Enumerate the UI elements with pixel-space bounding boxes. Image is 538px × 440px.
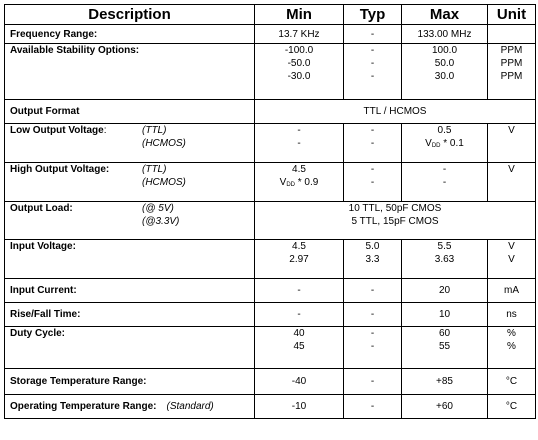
frequency-range-label: Frequency Range: [10,28,98,40]
low-typ-ttl: - [370,125,375,136]
rise-fall-min: - [255,303,344,327]
duty-cycle-max-value: 60 [438,328,451,339]
low-typ-hcmos: - [370,138,375,149]
duty-cycle-min [255,327,344,369]
low-min-ttl: - [297,125,301,136]
stability-typ-value: - [370,58,375,69]
low-output-voltage-label: Low Output Voltage [10,125,104,136]
vdd-factor: * 0.9 [294,177,319,188]
condition-5v: (@ 5V) [142,203,174,214]
stability-typ [344,44,402,100]
input-current-unit: mA [488,279,536,303]
storage-temp-unit: °C [488,369,536,395]
storage-temperature-label: Storage Temperature Range: [10,376,147,387]
stability-unit [488,44,536,100]
high-output-voltage-typ [344,163,402,202]
storage-temp-max: +85 [402,369,488,395]
operating-temp-max: +60 [402,395,488,419]
duty-cycle-typ-value: - [370,341,375,352]
stability-max-value: 50.0 [434,58,455,69]
row-frequency-range [5,25,536,44]
stability-typ-value: - [370,71,375,82]
input-voltage-min [255,240,344,279]
vdd-subscript: DD [286,182,295,188]
high-output-voltage-min [255,163,344,202]
duty-cycle-label: Duty Cycle: [10,328,66,339]
vdd-symbol: V [425,138,432,149]
condition-standard: (Standard) [166,401,214,412]
high-max-ttl: - [442,164,447,175]
low-output-voltage-colon: : [103,125,107,136]
stability-max-value: 30.0 [434,71,455,82]
rise-fall-unit: ns [488,303,536,327]
rise-fall-max: 10 [402,303,488,327]
input-voltage-max [402,240,488,279]
condition-ttl: (TTL) [142,164,167,175]
input-voltage-typ-value: 3.3 [365,254,380,265]
row-operating-temperature [5,395,536,419]
operating-temp-min: -10 [255,395,344,419]
high-typ-hcmos: - [370,177,375,188]
high-max-hcmos: - [442,177,447,188]
low-max-hcmos [402,137,487,150]
high-typ-ttl: - [370,164,375,175]
row-rise-fall-time [5,303,536,327]
low-output-voltage-max [402,124,488,163]
row-duty-cycle [5,327,536,369]
row-stability-options [5,44,536,100]
row-output-load [5,202,536,240]
typ-header: Typ [344,5,402,25]
frequency-min: 13.7 KHz [255,25,344,44]
duty-cycle-typ [344,327,402,369]
specifications-table [4,4,536,419]
row-input-voltage [5,240,536,279]
frequency-typ: - [344,25,402,44]
condition-hcmos: (HCMOS) [142,177,186,188]
duty-cycle-unit-value: % [507,328,516,339]
condition-hcmos: (HCMOS) [142,138,186,149]
input-current-label: Input Current: [10,285,77,296]
duty-cycle-unit-value: % [507,341,516,352]
rise-fall-typ: - [344,303,402,327]
max-header: Max [402,5,488,25]
high-output-voltage-label: High Output Voltage: [10,164,110,175]
duty-cycle-min-value: 45 [293,341,305,352]
output-format-value: TTL / HCMOS [255,100,536,124]
low-output-voltage-min [255,124,344,163]
high-output-voltage-unit: V [488,163,536,202]
high-output-voltage-max [402,163,488,202]
input-voltage-unit-value: V [508,254,515,265]
condition-3v3: (@3.3V) [142,216,180,227]
frequency-max: 133.00 MHz [402,25,488,44]
storage-temp-typ: - [344,369,402,395]
output-load-5v: 10 TTL, 50pF CMOS [348,203,442,214]
stability-min [255,44,344,100]
duty-cycle-unit [488,327,536,369]
output-load-3v3: 5 TTL, 15pF CMOS [351,216,439,227]
output-format-label: Output Format [10,106,80,117]
rise-fall-time-label: Rise/Fall Time: [10,309,81,320]
input-voltage-typ [344,240,402,279]
duty-cycle-max [402,327,488,369]
stability-options-label: Available Stability Options: [10,45,140,56]
input-current-min: - [255,279,344,303]
low-output-voltage-label-wrap [10,124,142,150]
header-row [5,5,536,25]
storage-temp-min: -40 [255,369,344,395]
unit-header: Unit [488,5,536,25]
low-max-ttl: 0.5 [437,125,452,136]
stability-unit-value: PPM [500,45,523,56]
operating-temp-typ: - [344,395,402,419]
frequency-unit [488,25,536,44]
duty-cycle-typ-value: - [370,328,375,339]
input-voltage-typ-value: 5.0 [365,241,380,252]
input-voltage-min-value: 4.5 [292,241,306,252]
stability-unit-value: PPM [500,58,523,69]
input-current-typ: - [344,279,402,303]
low-min-hcmos: - [297,138,301,149]
high-min-ttl: 4.5 [292,164,306,175]
stability-min-value: -30.0 [287,71,311,82]
row-storage-temperature [5,369,536,395]
stability-max-value: 100.0 [431,45,458,56]
low-output-voltage-unit: V [488,124,536,163]
condition-ttl: (TTL) [142,125,167,136]
input-voltage-min-value: 2.97 [289,254,309,265]
stability-unit-value: PPM [500,71,523,82]
output-load-values [255,202,536,240]
input-voltage-max-value: 5.5 [437,241,452,252]
input-voltage-unit-value: V [508,241,515,252]
vdd-factor: * 0.1 [440,138,464,149]
high-min-hcmos [255,176,343,189]
duty-cycle-max-value: 55 [438,341,451,352]
output-load-label: Output Load: [10,203,73,214]
stability-min-value: -100.0 [284,45,314,56]
description-header: Description [5,5,255,25]
input-voltage-label: Input Voltage: [10,241,76,252]
low-output-voltage-typ [344,124,402,163]
stability-max [402,44,488,100]
stability-min-value: -50.0 [287,58,311,69]
input-voltage-max-value: 3.63 [434,254,455,265]
min-header: Min [255,5,344,25]
operating-temp-unit: °C [488,395,536,419]
stability-typ-value: - [370,45,375,56]
vdd-subscript: DD [431,143,441,149]
vdd-symbol: V [279,177,287,188]
row-output-format [5,100,536,124]
row-input-current [5,279,536,303]
row-low-output-voltage [5,124,536,163]
operating-temperature-label: Operating Temperature Range: [10,401,157,412]
input-current-max: 20 [402,279,488,303]
input-voltage-unit [488,240,536,279]
row-high-output-voltage [5,163,536,202]
duty-cycle-min-value: 40 [293,328,305,339]
